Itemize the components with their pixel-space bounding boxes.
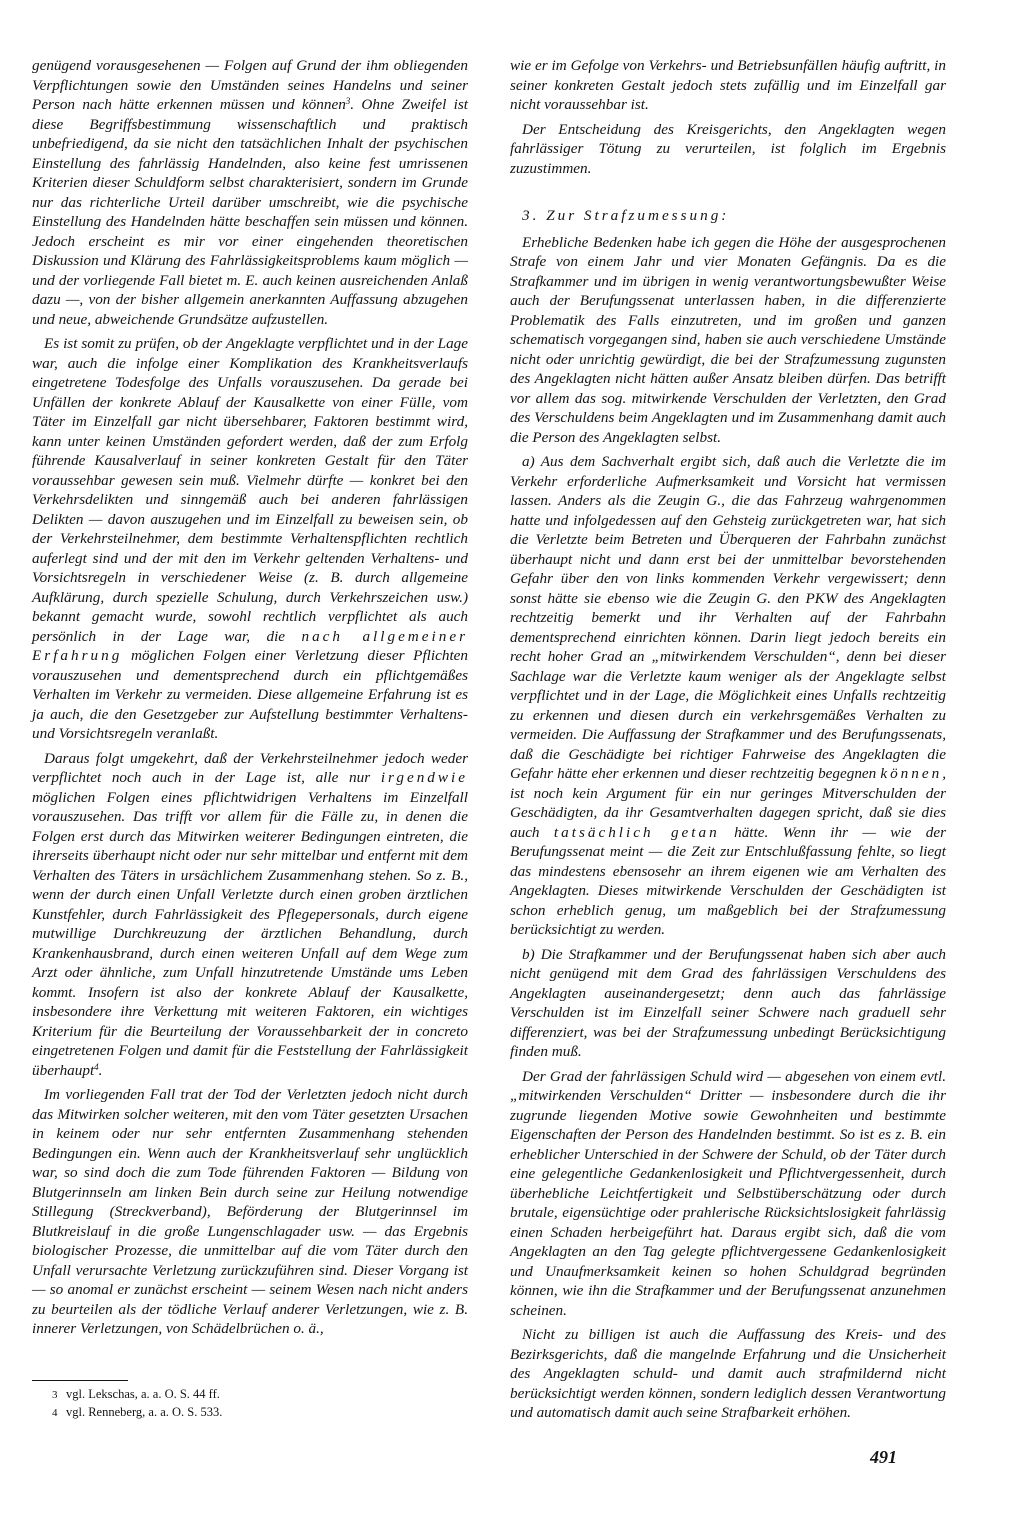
footnote-mark: 4 (52, 1407, 58, 1419)
footnotes (32, 1386, 468, 1422)
left-column (32, 56, 468, 1344)
footnote-mark: 3 (52, 1389, 58, 1401)
paragraph: Nicht zu billigen ist auch die Auffassung des Kreis- und des Bezirksgerichts, daß die mangelnde Erfahrung und die Unsicherheit des Angeklagten schuld- und damit auch strafmildernd nicht berücksichtigt werden können, sondern lediglich dessen Verantwortung und automatisch damit auch seine Strafbarkeit erhöhen. (510, 1326, 946, 1421)
paragraph: Der Grad der fahrlässigen Schuld wird — abgesehen von einem evtl. „mitwirkenden Verschulden“ Dritter — insbesondere durch die ihr zugrunde liegenden Motive sowie Gewohnheiten und bestimmte Eigenschaften der Person des Handelnden bestimmt. So ist es z. B. ein erheblicher Unterschied in der Schwere der Schuld, ob der Täter durch eine gelegentliche Gedankenlosigkeit und Pflichtvergessenheit, durch überhebliche Leichtfertigkeit und Selbstüberschätzung oder durch brutale, eigensüchtige oder prahlerische Rücksichtslosigkeit fahrlässig einen Schaden herbeigeführt hat. Daraus ergibt sich, daß die vom Angeklagten an den Tag gelegte pflichtvergessene Gedankenlosigkeit und Unaufmerksamkeit keinen so hohen Schuldgrad begründen können, wie ihn die Strafkammer und der Berufungssenat anzunehmen scheinen. (510, 1067, 946, 1319)
spaced-emphasis: tatsächlich getan (553, 823, 720, 841)
footnote-divider (32, 1380, 128, 1381)
page-number: 491 (870, 1447, 897, 1467)
paragraph: Erhebliche Bedenken habe ich gegen die Höhe der ausgesprochenen Strafe von einem Jahr und vier Monaten Gefängnis. Da es die Strafkammer und im übrigen in wenig verantwortungsbewußter Weise auch der Berufungssenat unterlassen haben, in die differenzierte Problematik des Falls einzutreten, und im großen und ganzen schematisch vorgegangen sind, haben sie auch verschiedene Umstände nicht oder unrichtig gewürdigt, die bei der Strafzumessung zugunsten des Angeklagten nicht hätten außer Ansatz bleiben dürfen. Das betrifft vor allem das sog. mitwirkende Verschulden der Verletzten, den Grad des Verschuldens beim Angeklagten und im Zusammenhang damit auch die Person des Angeklagten selbst. (510, 233, 946, 446)
paragraph: genügend vorausgesehenen — Folgen auf Grund der ihm obliegenden Verpflichtungen sowie den Umständen seines Handelns und seiner Person nach hätte erkennen müssen und können$^3$. Ohne Zweifel ist diese Begriffsbestimmung wissenschaftlich und praktisch unbefriedigend, da sie nicht den tatsächlichen Inhalt der psychischen Einstellung des fahrlässig Handelnden, also keine fest umrissenen Kriterien dieser Schuldform selbst charakterisiert, sondern im Grunde nur das richterliche Urteil darüber umschreibt, wie die psychische Einstellung des Handelnden hätte beschaffen sein müssen und können. Jedoch erscheint es mir vor einer eingehenden theoretischen Diskussion und Klärung des Fahrlässigkeitsproblems kaum möglich — und der vorliegende Fall bietet m. E. auch keinen ausreichenden Anlaß dazu —, von der bisher allgemein anerkannten Auffassung abzugehen und neue, abweichende Grundsätze aufzustellen. (32, 57, 468, 328)
paragraph: Es ist somit zu prüfen, ob der Angeklagte verpflichtet und in der Lage war, auch die infolge einer Komplikation des Krankheitsverlaufs eingetretene Todesfolge des Unfalls vorauszusehen. Da gerade bei Unfällen der konkrete Ablauf der Kausalkette von einer Fülle, vom Täter im Einzelfall gar nicht übersehbarer, Faktoren bestimmt wird, kann unter keinen Umständen gefordert werden, daß der zum Erfolg führende Kausalverlauf in seiner konkreten Gestalt für den Täter voraussehbar gewesen sein muß. Vielmehr dürfte — konkret bei den Verkehrsdelikten und sinngemäß auch bei anderen fahrlässigen Delikten — davon auszugehen und im Einzelfall zu beweisen sein, ob der Verkehrsteilnehmer, dem bestimmte Verhaltenspflichten rechtlich auferlegt sind und der mit den im Verkehr geltenden Verhaltens- und Vorsichtsregeln in verschiedener Weise (z. B. durch allgemeine Aufklärung, durch spezielle Schulung, durch Verkehrszeichen usw.) bekannt gemacht wurde, sowohl rechtlich verpflichtet als auch persönlich in der Lage war, die nach allgemeiner Erfahrung möglichen Folgen einer Verletzung dieser Pflichten vorauszusehen und dementsprechend durch ein pflichtgemäßes Verhalten im Verkehr zu vermeiden. Diese allgemeine Erfahrung ist es ja auch, die den Gesetzgeber zur Aufstellung bestimmter Verhaltens- und Vorsichtsregeln veranlaßt. (32, 335, 468, 742)
footnote-ref-4[interactable]: 4 (94, 1061, 99, 1072)
section-heading: 3. Zur Strafzumessung: (522, 207, 730, 224)
footnote-ref-3[interactable]: 3 (345, 96, 351, 106)
paragraph: wie er im Gefolge von Verkehrs- und Betriebsunfällen häufig auftritt, in seiner konkreten Gestalt jedoch stets zufällig und im Einzelfall gar nicht voraussehbar ist. (510, 57, 946, 113)
spaced-emphasis: irgendwie (380, 769, 468, 786)
footnote: 3 vgl. Lekschas, a. a. O. S. 44 ff. (32, 1386, 468, 1404)
paragraph: b) Die Strafkammer und der Berufungssenat haben sich aber auch nicht genügend mit dem Grad des fahrlässigen Verschuldens des Angeklagten auseinandergesetzt; denn auch das fahrlässige Verschulden ist im Einzelfall seiner Schwere nach graduell sehr differenziert, was bei der Strafzumessung unbedingt Berücksichtigung finden muß. (510, 945, 946, 1060)
paragraph: Im vorliegenden Fall trat der Tod der Verletzten jedoch nicht durch das Mitwirken solcher weiteren, mit den vom Täter gesetzten Ursachen in keinem oder nur sehr entfernten Zusammenhang stehenden Bedingungen ein. Wenn auch der Krankheitsverlauf sehr unglücklich war, so sind doch die zum Tode führenden Faktoren — Bildung von Blutgerinnseln am linken Bein durch seine zur Heilung notwendige Stillegung (Streckverband), Beförderung der Blutgerinnsel im Blutkreislauf in die große Lungenschlagader usw. — das Ergebnis biologischer Prozesse, die unmittelbar auf die vom Täter durch den Unfall verursachte Verletzung zurückzuführen sind. Dieser Vorgang ist — so anomal er zunächst erscheint — seinem Wesen nach nicht anders zu beurteilen als der tödliche Verlauf anderer Verletzungen, wie z. B. innerer Verletzungen, von Schädelbrüchen o. ä., (32, 1086, 468, 1337)
footnote: 4 vgl. Renneberg, a. a. O. S. 533. (32, 1404, 468, 1422)
right-column (510, 56, 946, 1428)
paragraph: Daraus folgt umgekehrt, daß der Verkehrsteilnehmer jedoch weder verpflichtet noch auch in der Lage ist, alle nur irgendwie möglichen Folgen eines pflichtwidrigen Verhaltens im Einzelfall vorauszusehen. Das trifft vor allem für die Fälle zu, in denen die Folgen erst durch das Mitwirken weiterer Bedingungen eintreten, die ihrerseits überhaupt nicht oder nur sehr mittelbar und entfernt mit dem Verhalten des Täters in ursächlichem Zusammenhang stehen. So z. B., wenn der durch einen Unfall Verletzte durch einen groben ärztlichen Kunstfehler, durch Fahrlässigkeit des Pflegepersonals, durch eigene mutwillige Durchkreuzung der ärztlichen Behandlung, durch Krankenhausbrand, durch einen weiteren Unfall auf dem Wege zum Arzt oder ähnliche, zum Unfall hinzutretende Umstände ums Leben kommt. Insofern ist also der konkrete Ablauf der Kausalkette, insbesondere ihre Verkettung mit weiteren Faktoren, ein wichtiges Kriterium für die Beurteilung der Voraussehbarkeit der in concreto eingetretenen Folgen und damit für die Feststellung der Fahrlässigkeit überhaupt$^4$. (32, 749, 468, 1079)
paragraph: Der Entscheidung des Kreisgerichts, den Angeklagten wegen fahrlässiger Tötung zu verurteilen, ist folglich im Ergebnis zuzustimmen. (510, 120, 946, 177)
paragraph: a) Aus dem Sachverhalt ergibt sich, daß auch die Verletzte die im Verkehr erforderliche Aufmerksamkeit und Vorsicht hat vermissen lassen. Anders als die Zeugin G., die das Fahrzeug wahrgenommen hatte und infolgedessen auf den Gehsteig zurückgetreten war, hat sich die Verletzte beim Betreten und Überqueren der Fahrbahn zunächst überhaupt nicht und dann erst bei der unmittelbar bevorstehenden Gefahr über den von links kommenden Verkehr vergewissert; denn sonst hätte sie ebenso wie die Zeugin G. den PKW des Angeklagten rechtzeitig bemerkt und ihr Verhalten auf der Fahrbahn dementsprechend einrichten können. Darin liegt jedoch bereits ein recht hoher Grad an „mitwirkendem Verschulden“, denn bei dieser Sachlage war die Verletzte kaum weniger als der Angeklagte selbst verpflichtet und in der Lage, die Möglichkeit eines Unfalls rechtzeitig zu erkennen und diesen durch ein verkehrsgemäßes Verhalten zu vermeiden. Die Auffassung der Strafkammer und des Berufungssenats, daß die Geschädigte bei richtiger Fahrweise des Angeklagten die Gefahr hätte eher erkennen und dieser rechtzeitig begegnen können, ist noch kein Argument für ein nur geringes Mitverschulden der Geschädigten, da ihr Gesamtverhalten dagegen spricht, daß sie dies auch tatsächlich getan hätte. Wenn ihr — wie der Berufungssenat meint — die Zeit zur Entschlußfassung fehlte, so liegt das mindestens ebensosehr an ihrem eigenen wie am Verhalten des Angeklagten. Dieses mitwirkende Verschulden der Geschädigten ist schon erheblich genug, um maßgeblich bei der Strafzumessung berücksichtigt zu werden. (510, 453, 946, 938)
spaced-emphasis: nach allgemeiner Erfahrung (32, 627, 468, 664)
spaced-emphasis: können (880, 765, 943, 782)
